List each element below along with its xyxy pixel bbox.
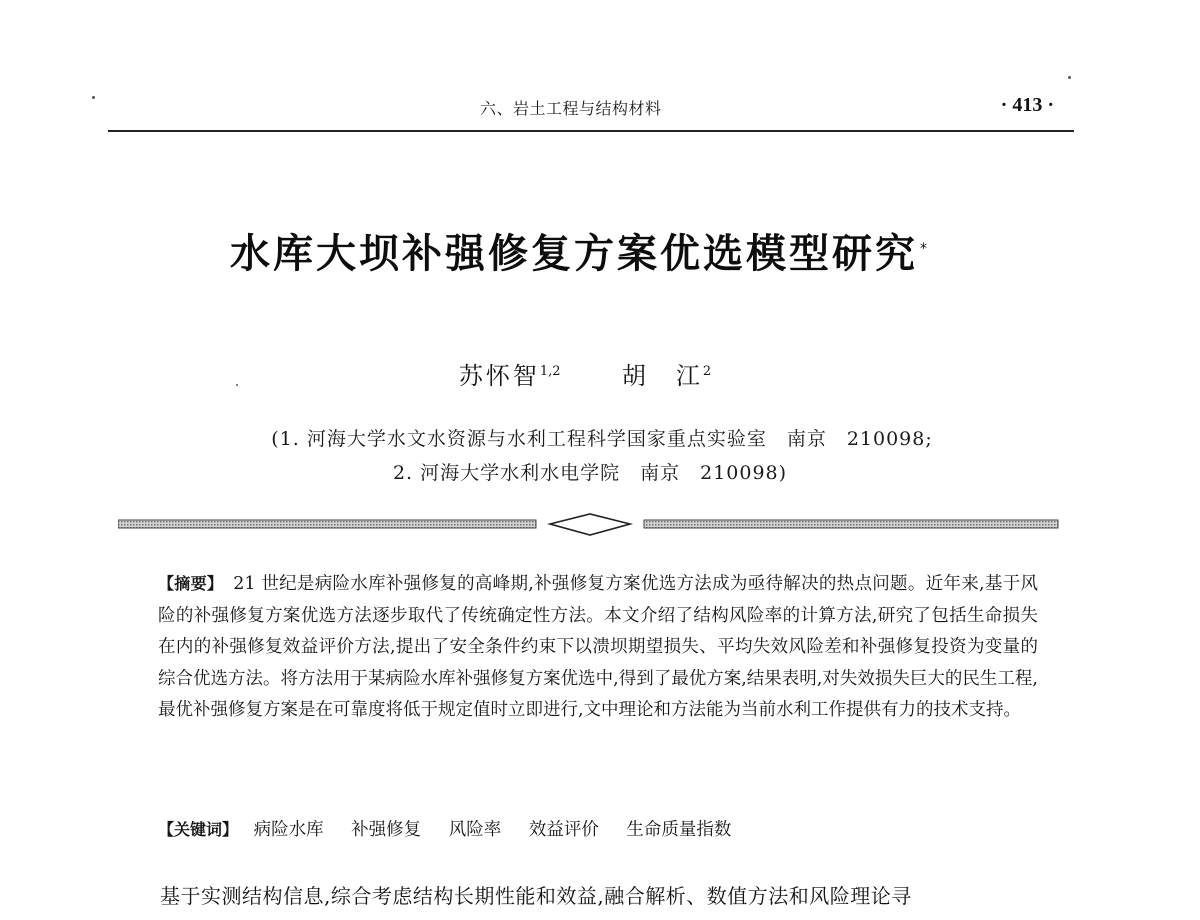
keyword: 效益评价 [528, 820, 599, 840]
keywords [158, 816, 1038, 841]
keyword: 病险水库 [253, 820, 324, 840]
paper-title [0, 222, 1160, 279]
author-affil-mark: 2 [702, 364, 712, 379]
divider-diamond [550, 514, 630, 535]
scan-speck [1068, 76, 1071, 79]
keyword: 补强修复 [351, 820, 422, 840]
page-number: · 413 · [1000, 94, 1054, 116]
paper-title-text: 水库大坝补强修复方案优选模型研究 [230, 231, 918, 277]
abstract-label: 【摘要】 [158, 574, 224, 593]
scan-speck [236, 384, 238, 386]
abstract [158, 568, 1038, 727]
author-affil-mark: 1,2 [539, 364, 561, 379]
divider-bar-left [118, 520, 536, 528]
body-first-line: 基于实测结构信息,综合考虑结构长期性能和效益,融合解析、数值方法和风险理论寻 [160, 884, 912, 908]
running-header-section: 六、岩土工程与结构材料 [480, 99, 662, 118]
divider-bar-right [644, 520, 1058, 528]
running-header [108, 96, 1074, 126]
scan-speck [92, 96, 95, 99]
keyword: 风险率 [448, 820, 502, 840]
affiliation-line-2: 2. 河海大学水利水电学院 南京 210098) [392, 462, 788, 484]
author-name: 胡 江 [621, 362, 703, 390]
header-rule [108, 130, 1074, 132]
ornament-divider [118, 512, 1060, 538]
title-footnote-mark: * [920, 240, 930, 257]
author-name: 苏怀智 [458, 362, 540, 390]
author-list [0, 356, 1170, 391]
keywords-label: 【关键词】 [158, 820, 239, 839]
affiliation-line-1: (1. 河海大学水文水资源与水利工程科学国家重点实验室 南京 210098; [271, 428, 933, 450]
abstract-text: 21 世纪是病险水库补强修复的高峰期,补强修复方案优选方法成为亟待解决的热点问题。近年来,基于风险的补强修复方案优选方法逐步取代了传统确定性方法。本文介绍了结构风险率的计算方法,研究了包括生命损失在内的补强修复效益评价方法,提出了安全条件约束下以溃坝期望损失、平均失效风险差和补强修复投资为变量的综合优选方法。将方法用于某病险水库补强修复方案优选中,得到了最优方案,结果表明,对失效损失巨大的民生工程,最优补强修复方案是在可靠度将低于规定值时立即进行,文中理论和方法能为当前水利工作提供有力的技术支持。 [158, 574, 1038, 720]
keyword: 生命质量指数 [626, 820, 732, 840]
